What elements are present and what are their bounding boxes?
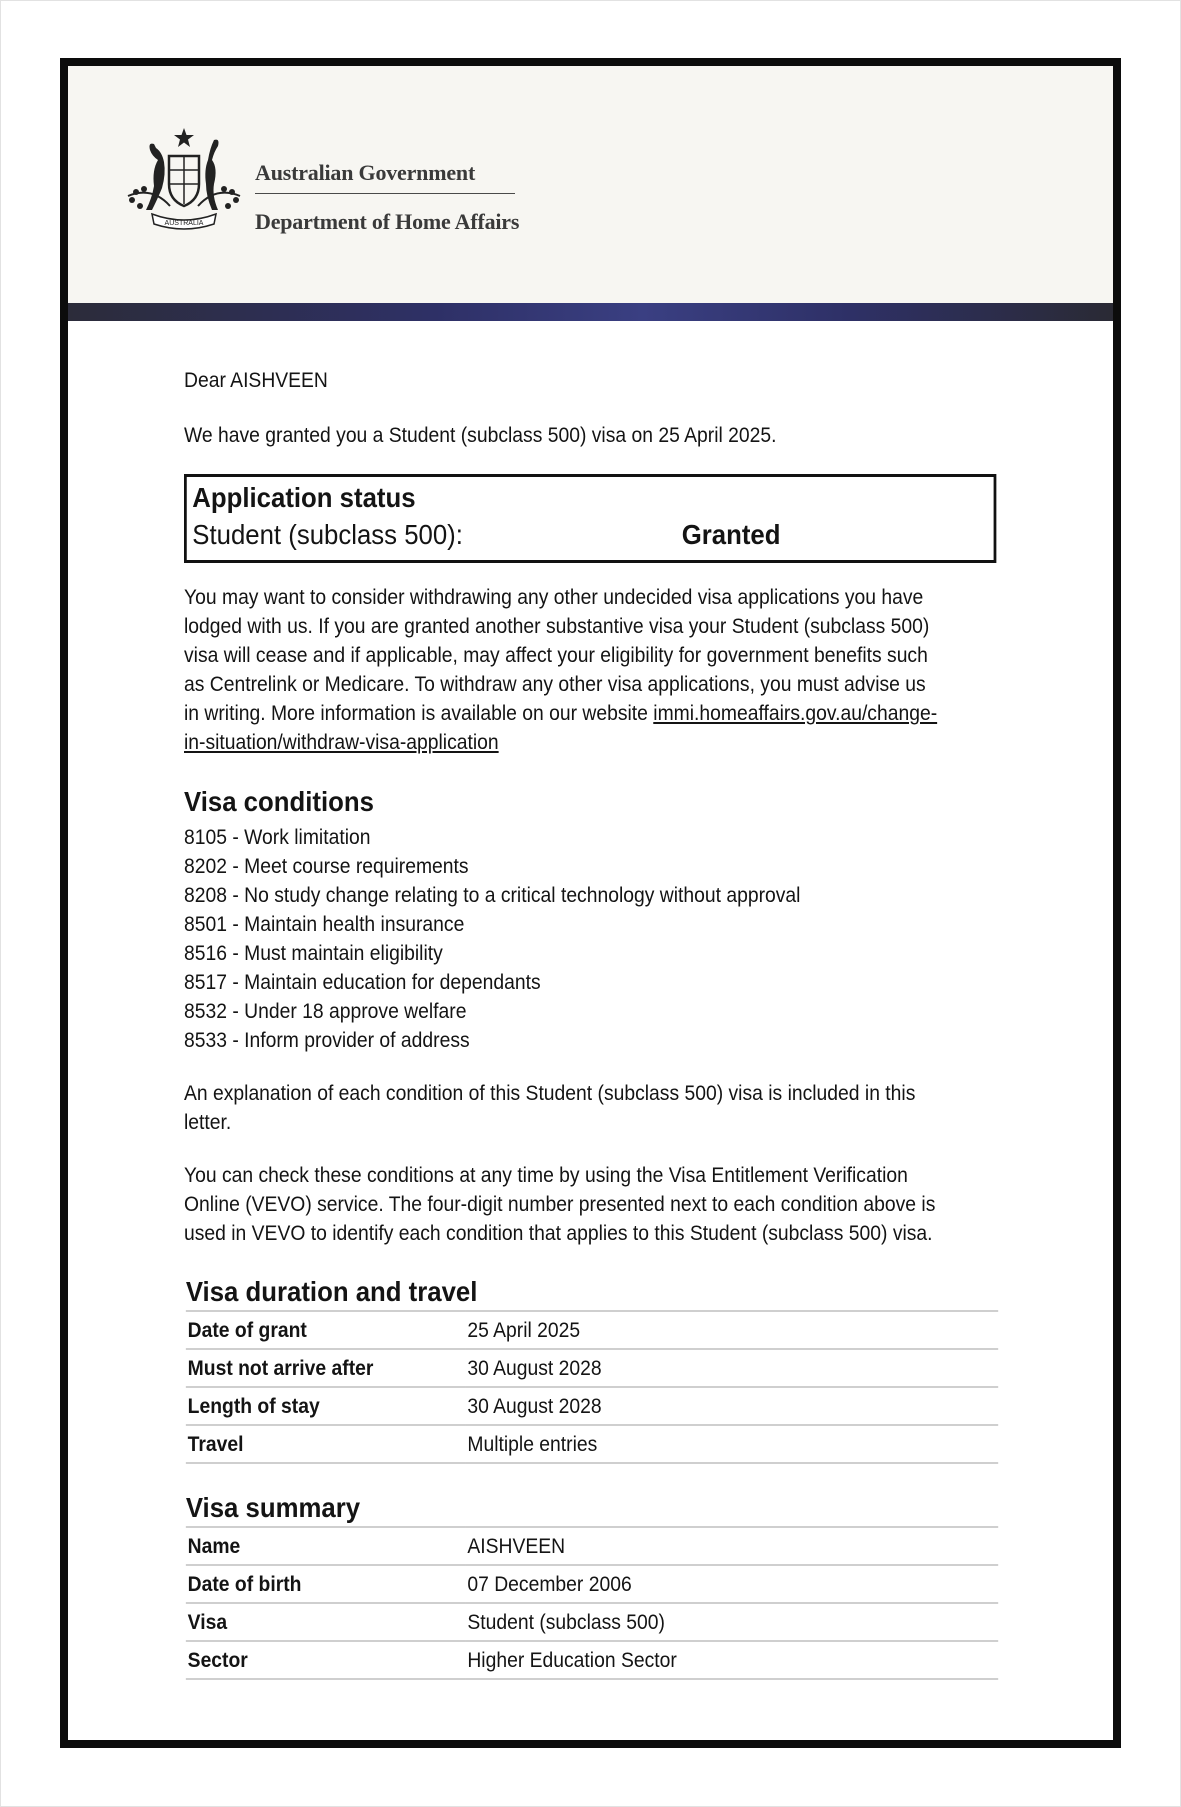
- row-key: Travel: [186, 1425, 466, 1463]
- condition-item: 8532 - Under 18 approve welfare: [184, 1000, 467, 1023]
- letterhead: [68, 66, 1113, 303]
- row-value: AISHVEEN: [466, 1527, 999, 1565]
- row-key: Must not arrive after: [186, 1349, 466, 1387]
- table-row: [186, 1641, 998, 1679]
- condition-item: 8208 - No study change relating to a critical technology without approval: [184, 884, 801, 907]
- condition-item: 8516 - Must maintain eligibility: [184, 942, 443, 965]
- table-row: [186, 1311, 998, 1349]
- row-value: 30 August 2028: [466, 1349, 999, 1387]
- conditions-explanation: An explanation of each condition of this Student (subclass 500) visa is included in this letter.: [184, 1082, 916, 1134]
- government-name: Australian Government: [255, 160, 515, 194]
- application-status-box: [184, 474, 996, 563]
- coat-of-arms-icon: [122, 126, 246, 238]
- condition-item: 8202 - Meet course requirements: [184, 855, 469, 878]
- condition-item: 8533 - Inform provider of address: [184, 1029, 470, 1052]
- condition-item: 8517 - Maintain education for dependants: [184, 971, 541, 994]
- table-row: [186, 1565, 998, 1603]
- letter-frame: [60, 58, 1121, 1748]
- duration-title: Visa duration and travel: [185, 1276, 478, 1307]
- department-name: Department of Home Affairs: [255, 209, 520, 234]
- table-row: [186, 1387, 998, 1425]
- row-key: Visa: [186, 1603, 466, 1641]
- row-value: Higher Education Sector: [466, 1641, 999, 1679]
- summary-title: Visa summary: [185, 1492, 361, 1523]
- table-row: [186, 1527, 998, 1565]
- conditions-list: [184, 823, 938, 1055]
- header-band: [68, 303, 1113, 321]
- table-row: [186, 1349, 998, 1387]
- row-key: Date of grant: [186, 1311, 466, 1349]
- status-label: Student (subclass 500):: [192, 519, 463, 550]
- status-row: [192, 516, 988, 554]
- row-key: Date of birth: [186, 1565, 466, 1603]
- conditions-title: Visa conditions: [184, 786, 374, 817]
- table-row: [186, 1425, 998, 1463]
- withdraw-link[interactable]: immi.homeaffairs.gov.au/change-in-situation/withdraw-visa-application: [184, 702, 938, 754]
- row-key: Sector: [186, 1641, 466, 1679]
- row-key: Name: [186, 1527, 466, 1565]
- row-value: 25 April 2025: [466, 1311, 999, 1349]
- row-key: Length of stay: [186, 1387, 466, 1425]
- withdraw-text: You may want to consider withdrawing any other undecided visa applications you have lodged with us. If you are granted another substantive visa your Student (subclass 500) visa will cease and if applicable, may affect your eligibility for government benefits such as Centrelink or Medicare. To withdraw any other visa applications, you must advise us in writing. More information is available on our website: [184, 586, 930, 725]
- row-value: 30 August 2028: [466, 1387, 999, 1425]
- status-title: Application status: [192, 482, 416, 513]
- duration-table: [186, 1310, 998, 1464]
- withdraw-paragraph: [184, 583, 938, 757]
- summary-table: [186, 1526, 998, 1680]
- svg-text:AUSTRALIA: AUSTRALIA: [164, 220, 204, 227]
- condition-item: 8105 - Work limitation: [184, 826, 371, 849]
- table-row: [186, 1603, 998, 1641]
- grant-intro: We have granted you a Student (subclass 500) visa on 25 April 2025.: [184, 424, 777, 447]
- row-value: Multiple entries: [466, 1425, 999, 1463]
- salutation: Dear AISHVEEN: [184, 369, 328, 392]
- row-value: 07 December 2006: [466, 1565, 999, 1603]
- row-value: Student (subclass 500): [466, 1603, 999, 1641]
- status-value: Granted: [681, 519, 781, 550]
- condition-item: 8501 - Maintain health insurance: [184, 913, 465, 936]
- vevo-paragraph: You can check these conditions at any time by using the Visa Entitlement Verification Online (VEVO) service. The four-digit number presented next to each condition above is used in VEVO to identify each condition that applies to this Student (subclass 500) visa.: [184, 1164, 936, 1245]
- letter-body: [184, 366, 938, 1680]
